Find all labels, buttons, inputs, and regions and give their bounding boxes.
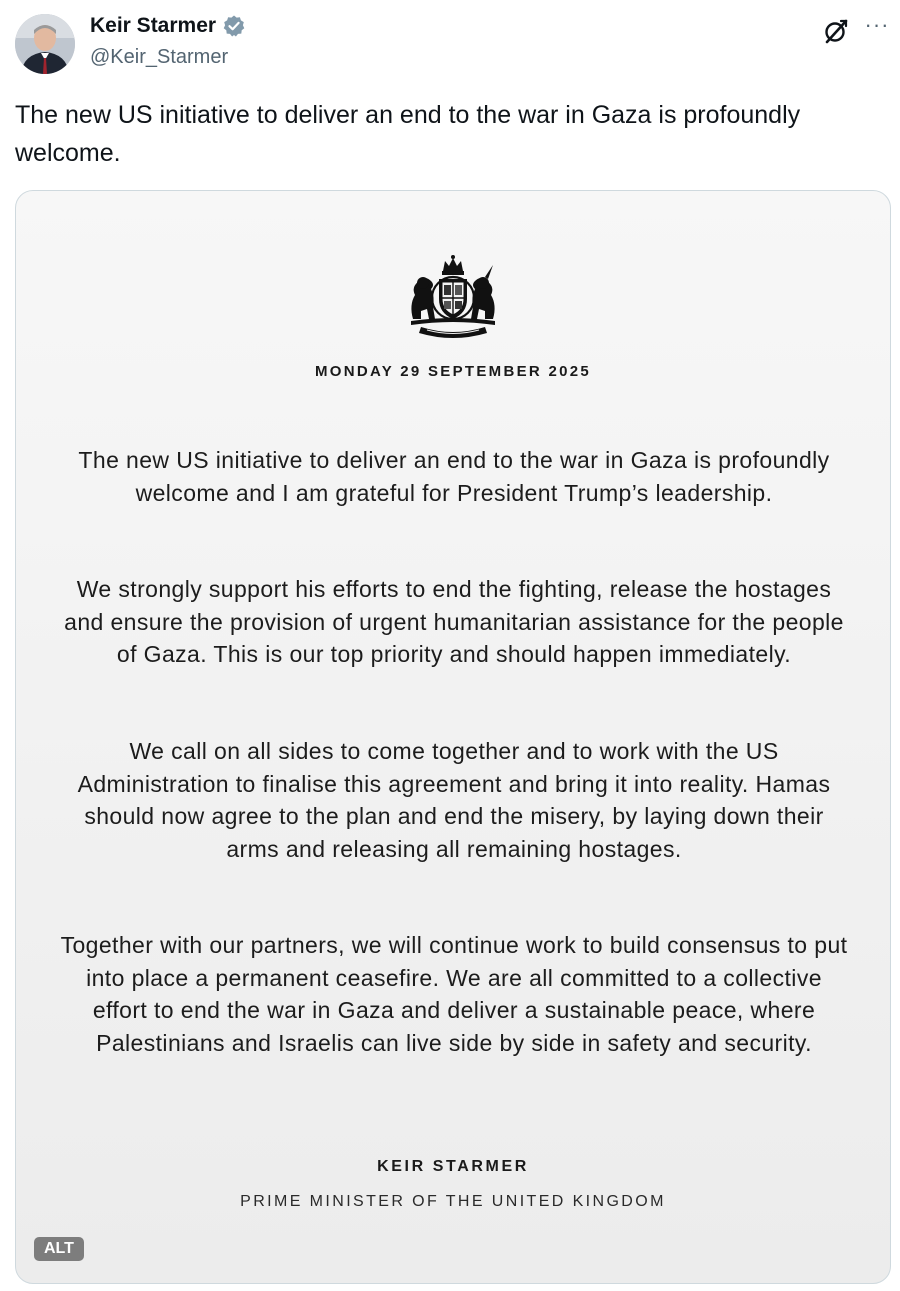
statement-paragraph-2: We strongly support his efforts to end the fighting, release the hostages and ensure the provision of urgent humanitarian assistance for the people of Gaza. This is our top priority and should happen immediately. [64, 576, 844, 667]
author-display-name[interactable] [90, 14, 246, 38]
avatar-image [15, 14, 75, 74]
author-handle[interactable]: @Keir_Starmer [90, 46, 229, 68]
statement-date: MONDAY 29 SEPTEMBER 2025 [314, 363, 592, 380]
statement-paragraph-4: Together with our partners, we will continue work to build consensus to put into place a permanent ceasefire. We are all committed to a collective effort to end the war in Gaza and deliver a sustainable peace, where Palestinians and Israelis can live side by side in safety and security. [60, 932, 848, 1056]
author-name-text[interactable]: Keir Starmer [90, 14, 217, 37]
verified-badge-icon[interactable] [222, 14, 246, 38]
statement-paragraph-1: The new US initiative to deliver an end to the war in Gaza is profoundly welcome and I am grateful for President Trump’s leadership. [78, 447, 830, 506]
signature-title: PRIME MINISTER OF THE UNITED KINGDOM [240, 1193, 666, 1210]
tweet-text: The new US initiative to deliver an end to the war in Gaza is profoundly welcome. [15, 101, 801, 167]
grok-icon[interactable] [821, 16, 851, 46]
tweet-media-image[interactable] [15, 190, 891, 1284]
tweet-header [0, 0, 900, 90]
statement-paragraph-3: We call on all sides to come together and to work with the US Administration to finalise this agreement and bring it into reality. Hamas should now agree to the plan and end the misery, by laying down their arms and releasing all remaining hostages. [77, 738, 831, 862]
royal-coat-of-arms-icon [401, 253, 505, 339]
avatar[interactable] [15, 14, 75, 74]
signature-name: KEIR STARMER [377, 1158, 529, 1175]
alt-text-button[interactable]: ALT [34, 1237, 84, 1261]
more-options-icon[interactable]: ··· [864, 12, 890, 37]
